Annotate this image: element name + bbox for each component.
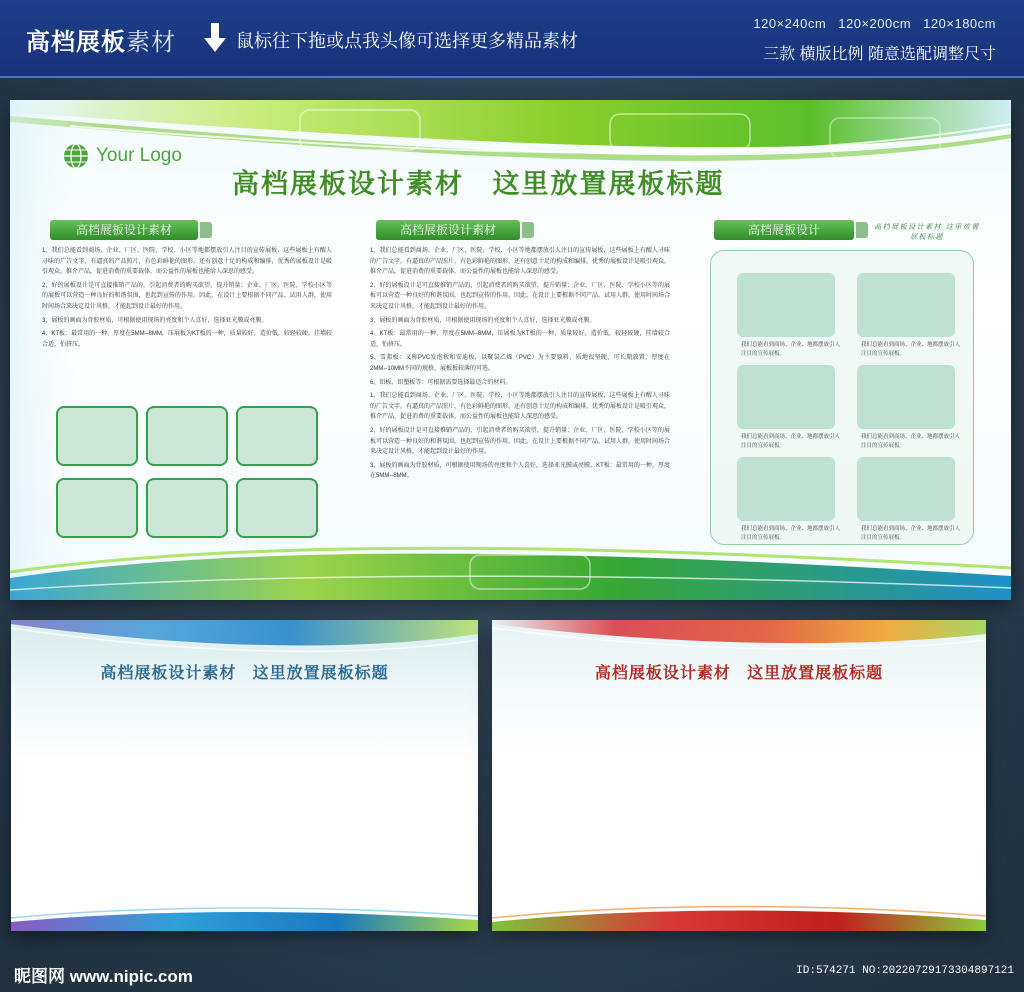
middle-paragraph: 3、展板的画面为背胶材质，可根据使用现场的亮度和个人喜好，选择亚光膜或亮膜。	[370, 317, 596, 324]
photo-caption: 我们总能看到商场、企业、地都摆放引人注目的宣传展板。	[861, 434, 961, 449]
photo-placeholder	[146, 406, 228, 466]
middle-paragraph: 6、铝板、铝塑板等：可根据需要选择最适合的材料。	[370, 379, 512, 386]
photo-placeholder	[737, 273, 835, 337]
site-watermark[interactable]: 昵图网 www.nipic.com	[14, 967, 193, 986]
photo-placeholder	[857, 365, 955, 429]
photo-placeholder	[56, 478, 138, 538]
red-board-title: 高档展板设计素材 这里放置展板标题	[594, 665, 884, 682]
photo-placeholder	[146, 478, 228, 538]
middle-paragraph: 1、我们总能看到商场、企业、厂区、医院、学校、小区等地都摆放引人注目的宣传展板，这些展板上有醒人寻味的广告文字，有逼真的产品照片，有色彩鲜艳的图形，还有创意十足的构成和编排，优秀的展板设计是吸引观众，推介产品，促进消费的重要载体，而公益性的展板也能给人深思的感受。	[370, 393, 671, 421]
photo-caption: 我们总能看到商场、企业、地都摆放引人注目的宣传展板。	[741, 526, 841, 541]
main-board-title: 高档展板设计素材 这里放置展板标题	[232, 169, 725, 199]
brand-title[interactable]	[26, 22, 176, 57]
logo-text: Your Logo	[96, 145, 182, 166]
middle-paragraph: 5、雪弗板：又称PVC发泡板和安迪板，以聚氯乙烯（PVC）为主要原料，质地很坚硬，可长期放置，厚度在2MM--10MM不同的规格，展板板较薄的可选。	[370, 355, 670, 372]
photo-placeholder	[236, 478, 318, 538]
size-options: 120×240cm 120×200cm 120×180cm	[753, 16, 996, 31]
instruction-text[interactable]: 鼠标往下拖或点我头像可选择更多精品素材	[236, 31, 578, 51]
photo-placeholder	[857, 457, 955, 521]
right-photo-frame	[710, 250, 974, 545]
photo-placeholder	[857, 273, 955, 337]
photo-caption: 我们总能看到商场、企业、地都摆放引人注目的宣传展板。	[741, 342, 841, 357]
middle-paragraph: 2、好的展板设计是可直接推销产品的，引起消费者的购买欲望，提升销量；企业、厂区、医院、学校小区等的展板可以营造一种良好的和谐氛围，也起到宣传的作用。因此，在设计上要根据不同产品、试用人群，使用时间场合来决定设计风格，才能起到设计最好的作用。	[370, 427, 671, 456]
photo-caption: 我们总能看到商场、企业、地都摆放引人注目的宣传展板。	[741, 434, 841, 449]
photo-placeholder	[737, 365, 835, 429]
left-paragraph: 2、好的展板设计是可直接推销产品的，引起消费者的购买欲望，提升销量；企业、厂区、医院、学校小区等的展板可以营造一种良好的和谐氛围，也起到宣传的作用。因此，在设计上要根据不同产品、试用人群，使用时间场合来决定设计风格，才能起到设计最好的作用。	[42, 282, 332, 310]
header-band	[0, 0, 1024, 78]
left-paragraph: 3、展板的画面为背胶材质，可根据使用现场的亮度和个人喜好，选择亚光膜或亮膜。	[42, 317, 268, 324]
globe-icon	[62, 142, 90, 170]
middle-paragraph: 2、好的展板设计是可直接推销产品的，引起消费者的购买欲望，提升销量；企业、厂区、医院、学校小区等的展板可以营造一种良好的和谐氛围，也起到宣传的作用。因此，在设计上要根据不同产品、试用人群，使用时间场合来决定设计风格，才能起到设计最好的作用。	[370, 282, 671, 310]
ratio-note: 三款 横版比例 随意选配调整尺寸	[763, 46, 996, 63]
brand-title-light: 素材	[126, 29, 176, 56]
left-paragraph: 4、KT板：最常用的一种，厚度在5MM--8MM，压展板为KT板的一种，质量较好，造价低，较轻较硬，挂墙较合适，怕挤压。	[42, 331, 332, 348]
photo-caption: 我们总能看到商场、企业、地都摆放引人注目的宣传展板。	[861, 526, 961, 541]
blue-board-title: 高档展板设计素材 这里放置展板标题	[100, 665, 389, 682]
tab-right: 高档展板设计	[714, 220, 854, 240]
left-paragraph: 1、我们总能看到商场、企业、厂区、医院、学校、小区等地都摆放引人注目的宣传展板，这些展板上有醒人寻味的广告文字，有逼真的产品照片，有色彩鲜艳的图形，还有创意十足的构成和编排，优秀的展板设计是吸引观众，推介产品，促进消费的重要载体，而公益性的展板也能给人深思的感受。	[42, 248, 332, 276]
middle-paragraph: 3、展板的画面为背胶材质，可根据使用现场的亮度和个人喜好，选择亚光膜或亮膜。KT板：最常用的一种，厚度在5MM--8MM。	[370, 462, 670, 480]
main-display-board[interactable]	[10, 100, 1011, 600]
photo-placeholder	[737, 457, 835, 521]
middle-text-column	[370, 246, 670, 485]
tab-left: 高档展板设计素材	[50, 220, 198, 240]
image-id: ID:574271 NO:20220729173304897121	[796, 965, 1014, 977]
middle-paragraph: 1、我们总能看到商场、企业、厂区、医院、学校、小区等地都摆放引人注目的宣传展板，这些展板上有醒人寻味的广告文字，有逼真的产品照片，有色彩鲜艳的图形，还有创意十足的构成和编排，优秀的展板设计是吸引观众，推介产品，促进消费的重要载体，而公益性的展板也能给人深思的感受。	[370, 248, 671, 276]
blue-display-board[interactable]	[11, 620, 478, 931]
photo-placeholder	[236, 406, 318, 466]
calligraphy-caption: 高档展板设计素材 这里放置展板标题	[874, 223, 980, 241]
left-text-column	[42, 246, 332, 353]
down-arrow-icon	[204, 23, 226, 53]
tab-middle: 高档展板设计素材	[376, 220, 520, 240]
photo-caption: 我们总能看到商场、企业、地都摆放引人注目的宣传展板。	[861, 342, 961, 357]
brand-title-bold: 高档展板	[26, 29, 126, 56]
red-display-board[interactable]	[492, 620, 986, 931]
photo-placeholder	[56, 406, 138, 466]
middle-paragraph: 4、KT板：最常用的一种，厚度在5MM--8MM，压展板为KT板的一种，质量较好，造价低，较轻较硬，挂墙较合适，怕挤压。	[370, 331, 670, 348]
